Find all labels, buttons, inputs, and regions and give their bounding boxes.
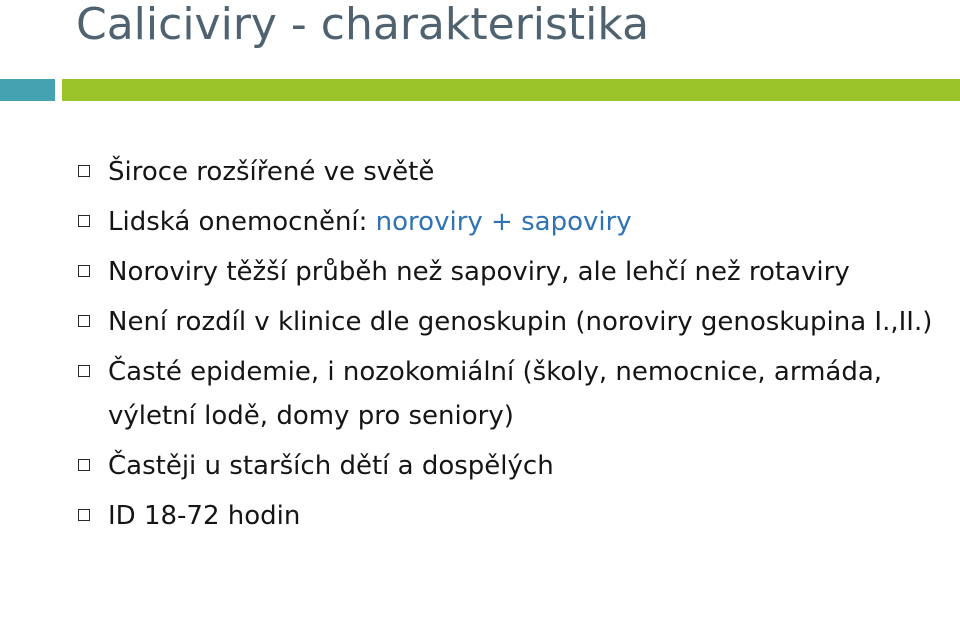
bullet-item (78, 250, 948, 294)
bullet-list (78, 150, 948, 544)
bullet-text: Častěji u starších dětí a dospělých (108, 451, 554, 481)
square-bullet-icon (78, 365, 90, 377)
title-accent-bar-right (62, 79, 960, 101)
square-bullet-icon (78, 459, 90, 471)
bullet-item (78, 300, 948, 344)
bullet-text: Lidská onemocnění: (108, 207, 376, 237)
square-bullet-icon (78, 215, 90, 227)
title-accent-bar-left (0, 79, 55, 101)
bullet-item (78, 350, 948, 438)
bullet-item (78, 200, 948, 244)
bullet-text: Široce rozšířené ve světě (108, 157, 435, 187)
bullet-item (78, 444, 948, 488)
bullet-item (78, 494, 948, 538)
square-bullet-icon (78, 315, 90, 327)
square-bullet-icon (78, 509, 90, 521)
bullet-text: Časté epidemie, i nozokomiální (školy, nemocnice, armáda, výletní lodě, domy pro seniory) (108, 357, 883, 431)
bullet-text: Noroviry těžší průběh než sapoviry, ale lehčí než rotaviry (108, 257, 850, 287)
slide-title: Caliciviry - charakteristika (76, 0, 650, 50)
bullet-text: ID 18-72 hodin (108, 501, 301, 531)
bullet-text: Není rozdíl v klinice dle genoskupin (noroviry genoskupina I.,II.) (108, 307, 933, 337)
bullet-item (78, 150, 948, 194)
bullet-accent-text: noroviry + sapoviry (375, 207, 632, 237)
square-bullet-icon (78, 265, 90, 277)
square-bullet-icon (78, 165, 90, 177)
